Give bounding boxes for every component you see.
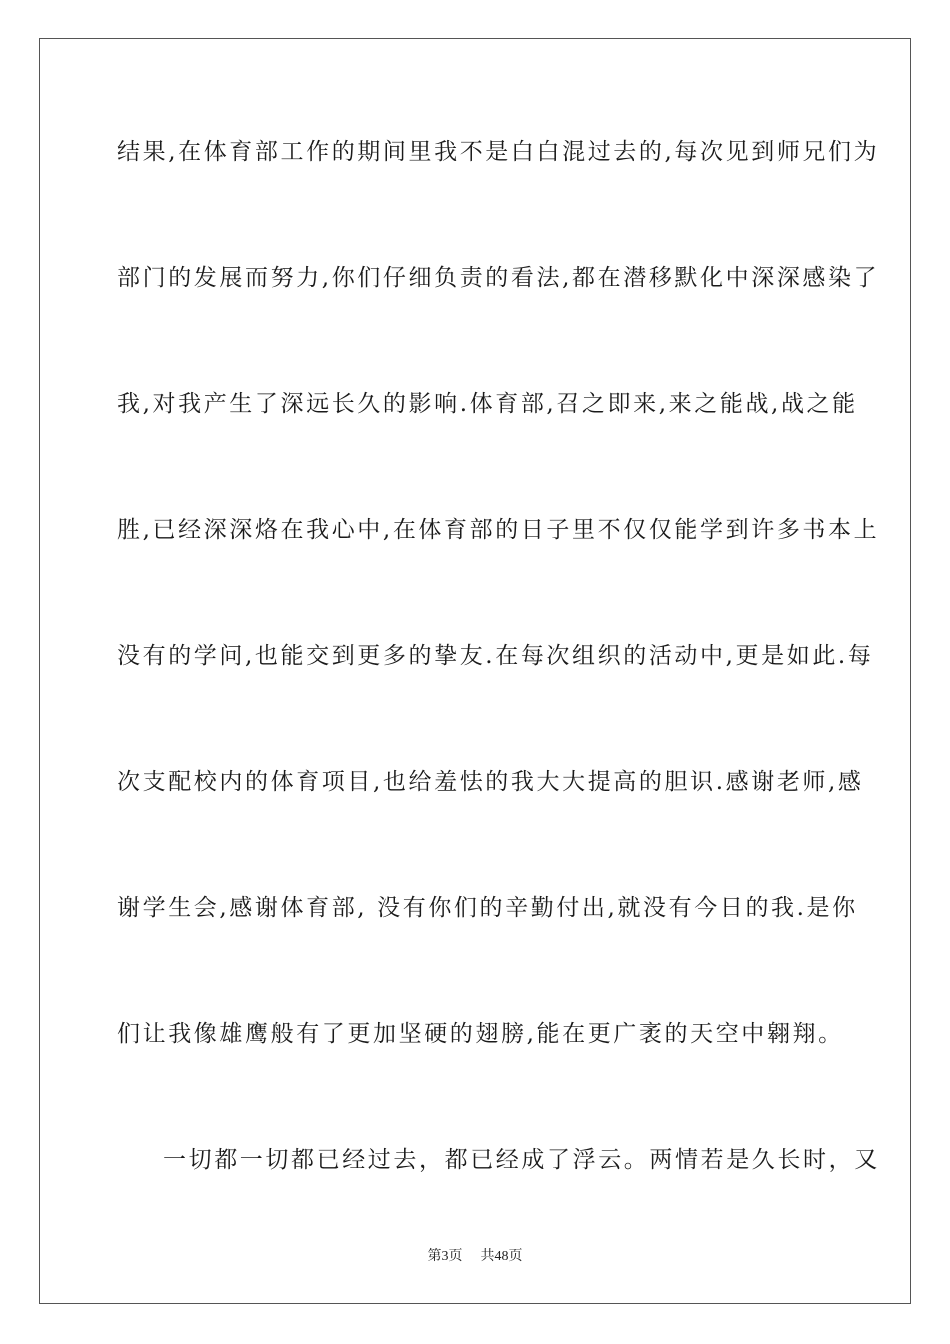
paragraph-first-line: 一切都一切都已经过去，都已经成了浮云。两情若是久长时，又 xyxy=(163,1147,880,1173)
current-page-number: 第3页 xyxy=(427,1249,463,1264)
text-line: 们让我像雄鹰般有了更加坚硬的翅膀,能在更广袤的天空中翱翔。 xyxy=(117,1021,844,1047)
text-line: 我,对我产生了深远长久的影响.体育部,召之即来,来之能战,战之能 xyxy=(117,391,858,417)
total-page-count: 共48页 xyxy=(480,1249,523,1264)
text-line: 部门的发展而努力,你们仔细负责的看法,都在潜移默化中深深感染了 xyxy=(117,265,880,291)
text-line: 胜,已经深深烙在我心中,在体育部的日子里不仅仅能学到许多书本上 xyxy=(117,517,880,543)
text-line: 没有的学问,也能交到更多的挚友.在每次组织的活动中,更是如此.每 xyxy=(117,643,874,669)
page-footer xyxy=(0,1245,950,1265)
text-line: 结果,在体育部工作的期间里我不是白白混过去的,每次见到师兄们为 xyxy=(117,139,880,165)
text-line: 谢学生会,感谢体育部, 没有你们的辛勤付出,就没有今日的我.是你 xyxy=(117,895,858,921)
text-line: 次支配校内的体育项目,也给羞怯的我大大提高的胆识.感谢老师,感 xyxy=(117,769,864,795)
document-body xyxy=(117,124,880,1258)
